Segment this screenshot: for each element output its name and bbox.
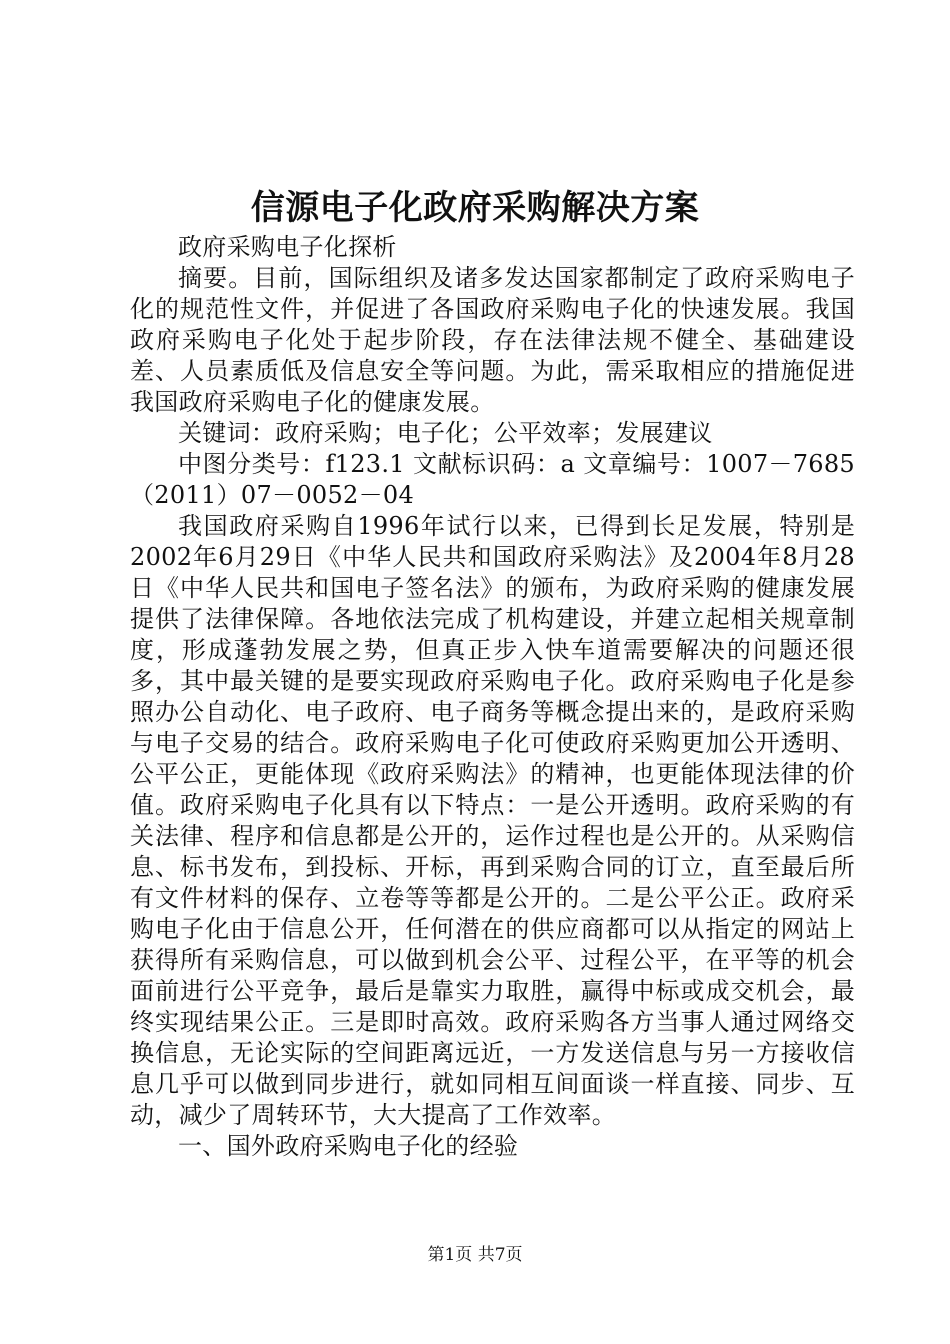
document-body bbox=[130, 232, 855, 1162]
paragraph-subtitle: 政府采购电子化探析 bbox=[178, 233, 397, 261]
page-footer: 第1页 共7页 bbox=[427, 1245, 523, 1265]
paragraph-abstract: 摘要。目前，国际组织及诸多发达国家都制定了政府采购电子化的规范性文件，并促进了各国政府采购电子化的快速发展。我国政府采购电子化处于起步阶段，存在法律法规不健全、基础建设差、人员素质低及信息安全等问题。为此，需采取相应的措施促进我国政府采购电子化的健康发展。 bbox=[130, 264, 855, 416]
paragraph-classification: 中图分类号：f123.1 文献标识码：a 文章编号：1007－7685（2011）07－0052－04 bbox=[130, 450, 855, 509]
paragraph-main: 我国政府采购自1996年试行以来，已得到长足发展，特别是2002年6月29日《中华人民共和国政府采购法》及2004年8月28日《中华人民共和国电子签名法》的颁布，为政府采购的健康发展提供了法律保障。各地依法完成了机构建设，并建立起相关规章制度，形成蓬勃发展之势，但真正步入快车道需要解决的问题还很多，其中最关键的是要实现政府采购电子化。政府采购电子化是参照办公自动化、电子政府、电子商务等概念提出来的，是政府采购与电子交易的结合。政府采购电子化可使政府采购更加公开透明、公平公正，更能体现《政府采购法》的精神，也更能体现法律的价值。政府采购电子化具有以下特点：一是公开透明。政府采购的有关法律、程序和信息都是公开的，运作过程也是公开的。从采购信息、标书发布，到投标、开标，再到采购合同的订立，直至最后所有文件材料的保存、立卷等等都是公开的。二是公平公正。政府采购电子化由于信息公开，任何潜在的供应商都可以从指定的网站上获得所有采购信息，可以做到机会公平、过程公平，在平等的机会面前进行公平竞争，最后是靠实力取胜，赢得中标或成交机会，最终实现结果公正。三是即时高效。政府采购各方当事人通过网络交换信息，无论实际的空间距离远近，一方发送信息与另一方接收信息几乎可以做到同步进行，就如同相互间面谈一样直接、同步、互动，减少了周转环节，大大提高了工作效率。 bbox=[130, 512, 855, 1129]
section-heading: 一、国外政府采购电子化的经验 bbox=[178, 1132, 519, 1160]
document-title: 信源电子化政府采购解决方案 bbox=[250, 188, 700, 228]
paragraph-keywords: 关键词：政府采购；电子化；公平效率；发展建议 bbox=[178, 419, 713, 447]
